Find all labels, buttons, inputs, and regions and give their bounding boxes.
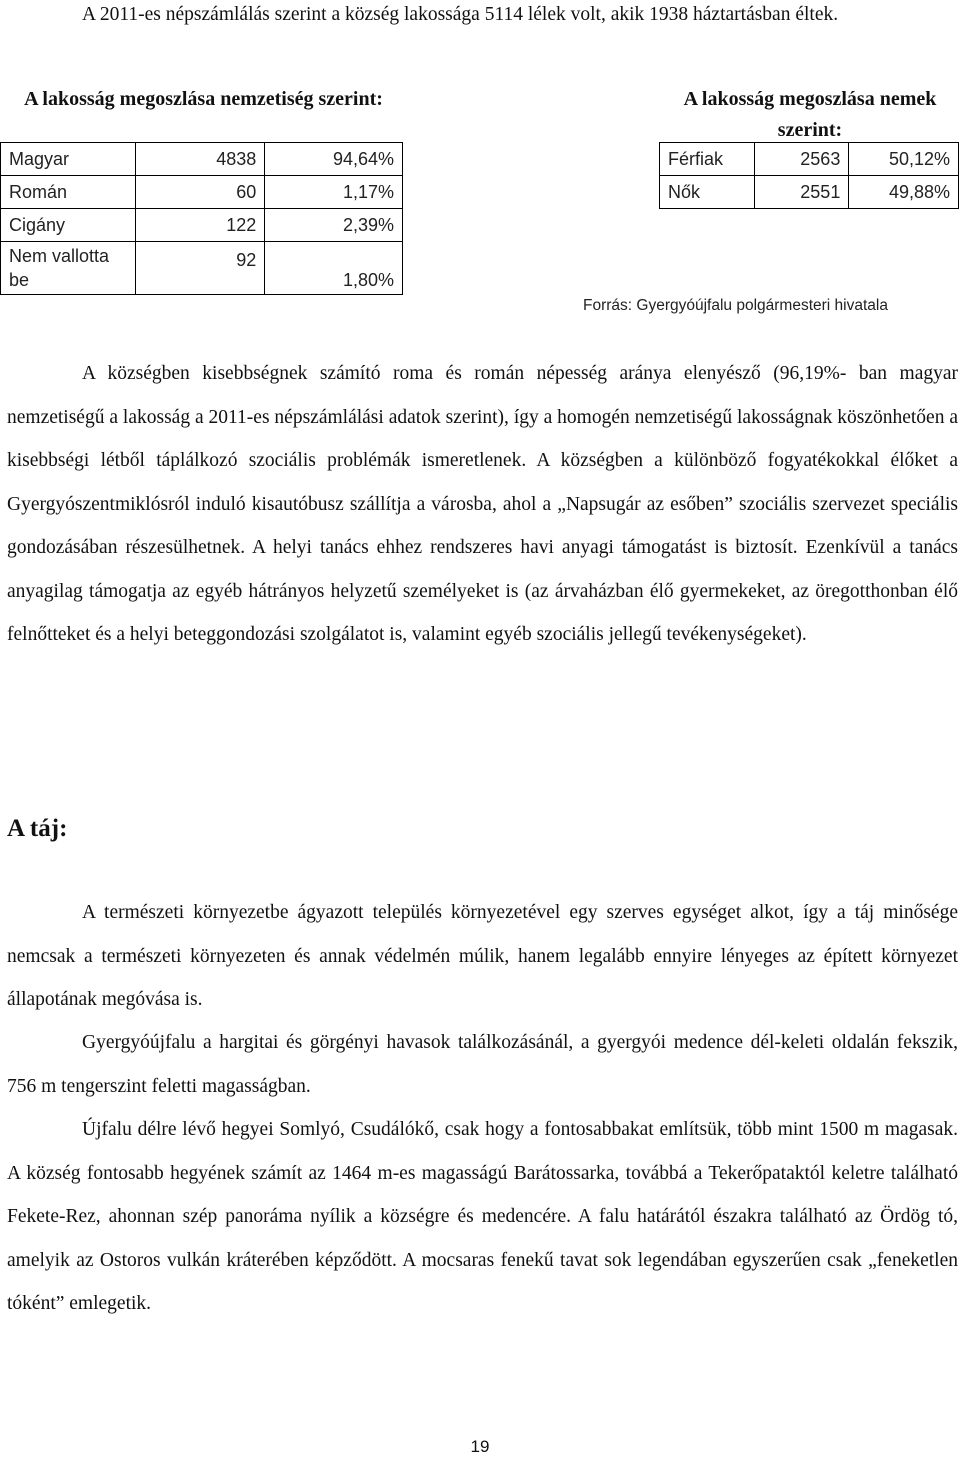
nationality-label: Magyar <box>1 143 136 176</box>
nationality-table <box>0 142 403 295</box>
table-row <box>1 242 403 295</box>
gender-label: Nők <box>660 176 755 209</box>
gender-table <box>659 142 959 209</box>
source-note: Forrás: Gyergyóújfalu polgármesteri hivatala <box>583 297 888 314</box>
intro-paragraph: A 2011-es népszámlálás szerint a község lakossága 5114 lélek volt, akik 1938 háztartásban éltek. <box>82 4 839 25</box>
page-number: 19 <box>470 1437 490 1456</box>
nationality-count: 92 <box>135 242 265 295</box>
nationality-label: Nem vallotta be <box>1 242 136 295</box>
table-row <box>1 176 403 209</box>
table-row <box>660 143 959 176</box>
paragraph-location: Gyergyóújfalu a hargitai és görgényi havasok találkozásánál, a gyergyói medence dél-keleti oldalán fekszik, 756 m tengerszint feletti magasságban. <box>7 1032 958 1097</box>
section-heading: A táj: <box>7 815 68 842</box>
gender-count: 2563 <box>754 143 849 176</box>
nationality-percent: 94,64% <box>265 143 403 176</box>
nationality-percent: 1,80% <box>265 242 403 295</box>
gender-percent: 50,12% <box>849 143 959 176</box>
gender-table-title: A lakosság megoszlása nemek szerint: <box>683 88 937 141</box>
paragraph-social: A községben kisebbségnek számító roma és román népesség aránya elenyésző (96,19%- ban magyar nemzetiségű a lakosság a 2011-es népszámlálási adatok szerint), így a homogén nemzetiségű lakosságnak köszönhetően a kisebbségi létből táplálkozó szociális problémák ismeretlenek. A községben a különböző fogyatékokkal élőket a Gyergyószentmiklósról induló kisautóbusz szállítja a városba, ahol a „Napsugár az esőben” szociális szervezet speciális gondozásában részesülhetnek. A helyi tanács ehhez rendszeres havi anyagi támogatást is biztosít. Ezenkívül a tanács anyagilag támogatja az egyéb hátrányos helyzetű személyeket is (az árvaházban élő gyermekeket, az öregotthonban élő felnőtteket és a helyi beteggondozási szolgálatot is, valamint egyéb szociális jellegű tevékenységeket). <box>7 363 958 645</box>
nationality-percent: 1,17% <box>265 176 403 209</box>
table-row <box>660 176 959 209</box>
nationality-count: 122 <box>135 209 265 242</box>
gender-label: Férfiak <box>660 143 755 176</box>
paragraph-landscape-intro: A természeti környezetbe ágyazott település környezetével egy szerves egységet alkot, így a táj minősége nemcsak a természeti környezeten és annak védelmén múlik, hanem legalább ennyire lényeges az épített környezet állapotának megóvása is. <box>7 902 958 1010</box>
gender-count: 2551 <box>754 176 849 209</box>
nationality-count: 60 <box>135 176 265 209</box>
nationality-label: Román <box>1 176 136 209</box>
nationality-table-title: A lakosság megoszlása nemzetiség szerint: <box>24 88 383 110</box>
table-row <box>1 143 403 176</box>
table-row <box>1 209 403 242</box>
paragraph-mountains: Újfalu délre lévő hegyei Somlyó, Csudálókő, csak hogy a fontosabbakat említsük, több mint 1500 m magasak. A község fontosabb hegyének számít az 1464 m-es magasságú Barátossarka, továbbá a Tekerőpataktól keletre található Fekete-Rez, ahonnan szép panoráma nyílik a községre és medencére. A falu határától északra található az Ördög tó, amelyik az Ostoros vulkán kráterében képződött. A mocsaras fenekű tavat sok legendában egyszerűen csak „feneketlen tóként” emlegetik. <box>7 1119 958 1314</box>
nationality-label: Cigány <box>1 209 136 242</box>
nationality-percent: 2,39% <box>265 209 403 242</box>
nationality-count: 4838 <box>135 143 265 176</box>
gender-percent: 49,88% <box>849 176 959 209</box>
